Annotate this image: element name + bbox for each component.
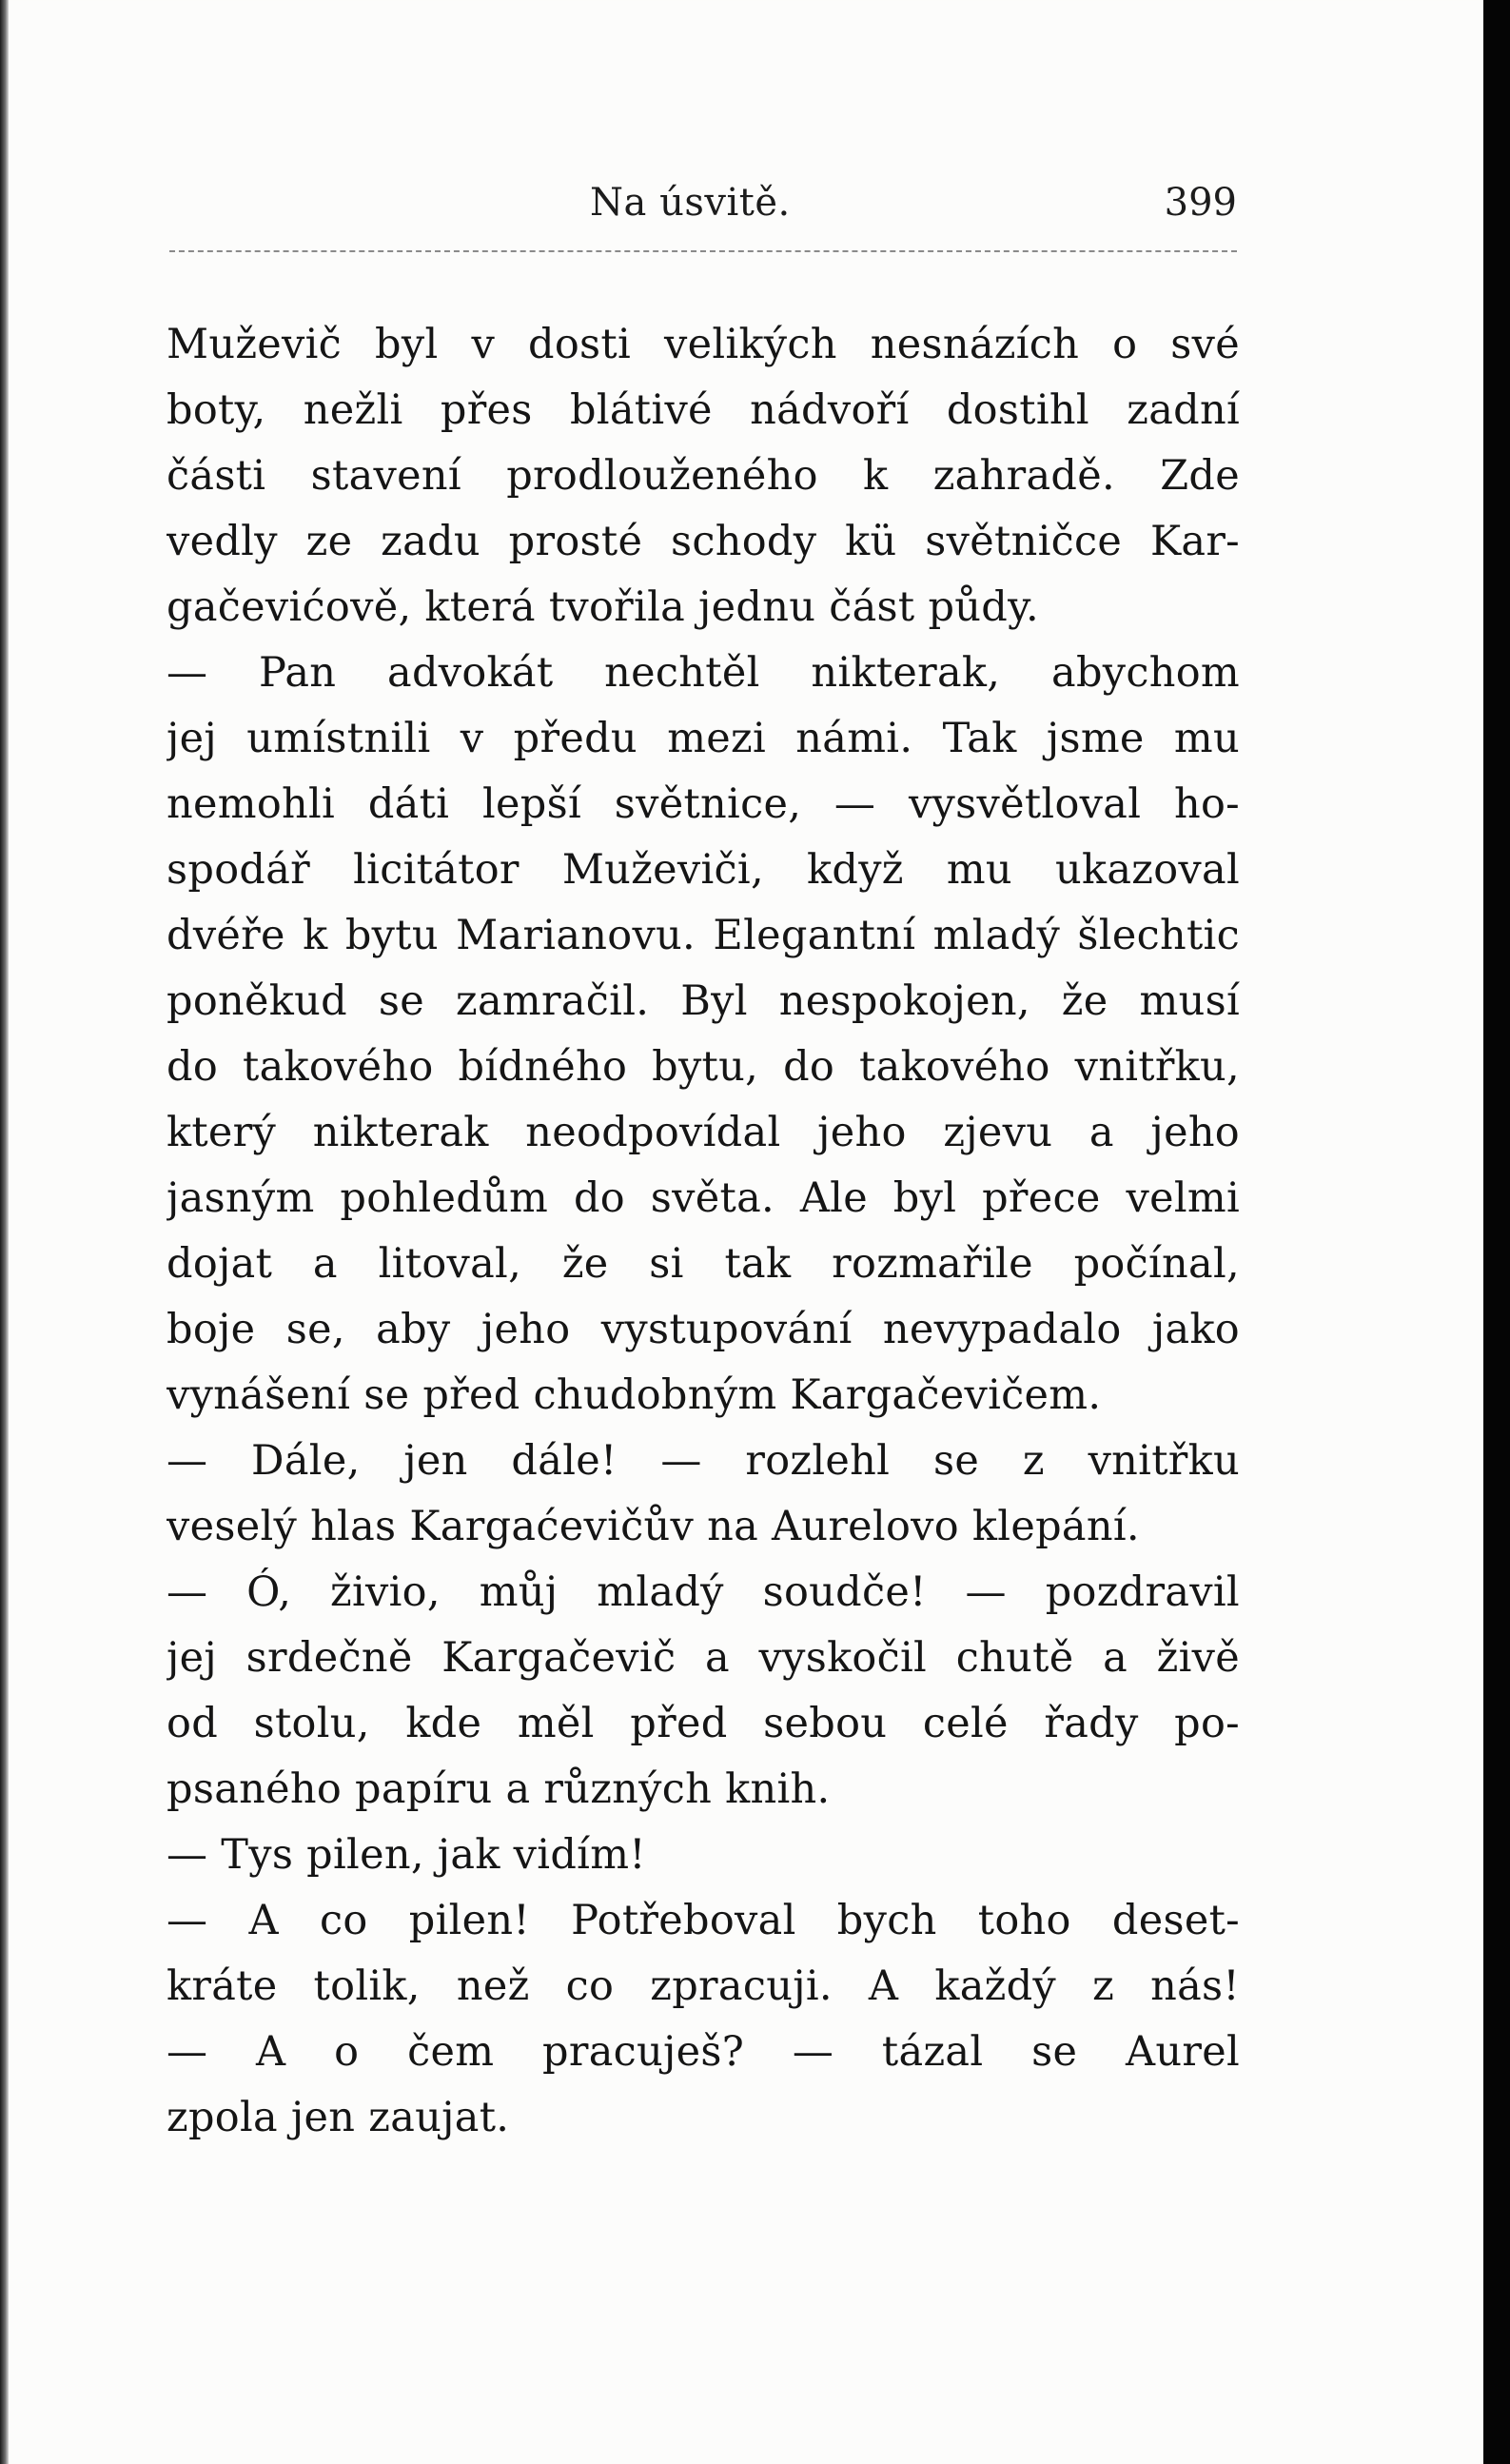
text-line: nemohli dáti lepší světnice, — vysvětloval ho- (167, 780, 1240, 828)
text-line: do takového bídného bytu, do takového vnitřku, (167, 1043, 1240, 1091)
text-line: — Ó, živio, můj mladý soudče! — pozdravil (167, 1568, 1240, 1616)
text-line: jasným pohledům do světa. Ale byl přece velmi (167, 1174, 1240, 1222)
text-line: vedly ze zadu prosté schody kü světničce Kar- (167, 518, 1240, 565)
page-header (169, 181, 1237, 238)
text-line: Muževič byl v dosti velikých nesnázích o své (167, 321, 1240, 368)
text-line: spodář licitátor Muževiči, když mu ukazoval (167, 846, 1240, 894)
body-text (167, 312, 1240, 2151)
page-number: 399 (1164, 181, 1237, 225)
text-line: boty, nežli přes blátivé nádvoří dostihl zadní (167, 386, 1240, 434)
text-line: vynášení se před chudobným Kargačevičem. (167, 1371, 1102, 1419)
text-line: — Dále, jen dále! — rozlehl se z vnitřku (167, 1437, 1240, 1485)
text-line: — A co pilen! Potřeboval bych toho deset- (167, 1897, 1240, 1944)
text-line: psaného papíru a různých knih. (167, 1765, 831, 1813)
text-line: veselý hlas Kargaćevičův na Aurelovo klepání. (167, 1503, 1140, 1550)
text-line: — A o čem pracuješ? — tázal se Aurel (167, 2028, 1240, 2076)
text-line: gačevićově, která tvořila jednu část půdy. (167, 583, 1039, 631)
text-line: zpola jen zaujat. (167, 2094, 510, 2141)
text-line: — Pan advokát nechtěl nikterak, abychom (167, 649, 1240, 697)
text-line: jej srdečně Kargačevič a vyskočil chutě a živě (167, 1634, 1240, 1682)
text-line: který nikterak neodpovídal jeho zjevu a jeho (167, 1109, 1240, 1156)
text-line: části stavení prodlouženého k zahradě. Zde (167, 452, 1240, 500)
header-divider (169, 250, 1237, 252)
text-line: dvéře k bytu Marianovu. Elegantní mladý šlechtic (167, 912, 1240, 959)
page-binding-edge (0, 0, 9, 2464)
text-line: — Tys pilen, jak vidím! (167, 1831, 646, 1879)
text-line: poněkud se zamračil. Byl nespokojen, že musí (167, 977, 1240, 1025)
text-line: boje se, aby jeho vystupování nevypadalo jako (167, 1306, 1240, 1353)
text-line: jej umístnili v předu mezi námi. Tak jsme mu (167, 715, 1240, 762)
scan-border (1483, 0, 1510, 2464)
text-line: dojat a litoval, že si tak rozmařile počínal, (167, 1240, 1240, 1288)
text-line: od stolu, kde měl před sebou celé řady po- (167, 1700, 1240, 1747)
text-line: kráte tolik, než co zpracuji. A každý z nás! (167, 1962, 1240, 2010)
running-title: Na úsvitě. (590, 181, 791, 225)
